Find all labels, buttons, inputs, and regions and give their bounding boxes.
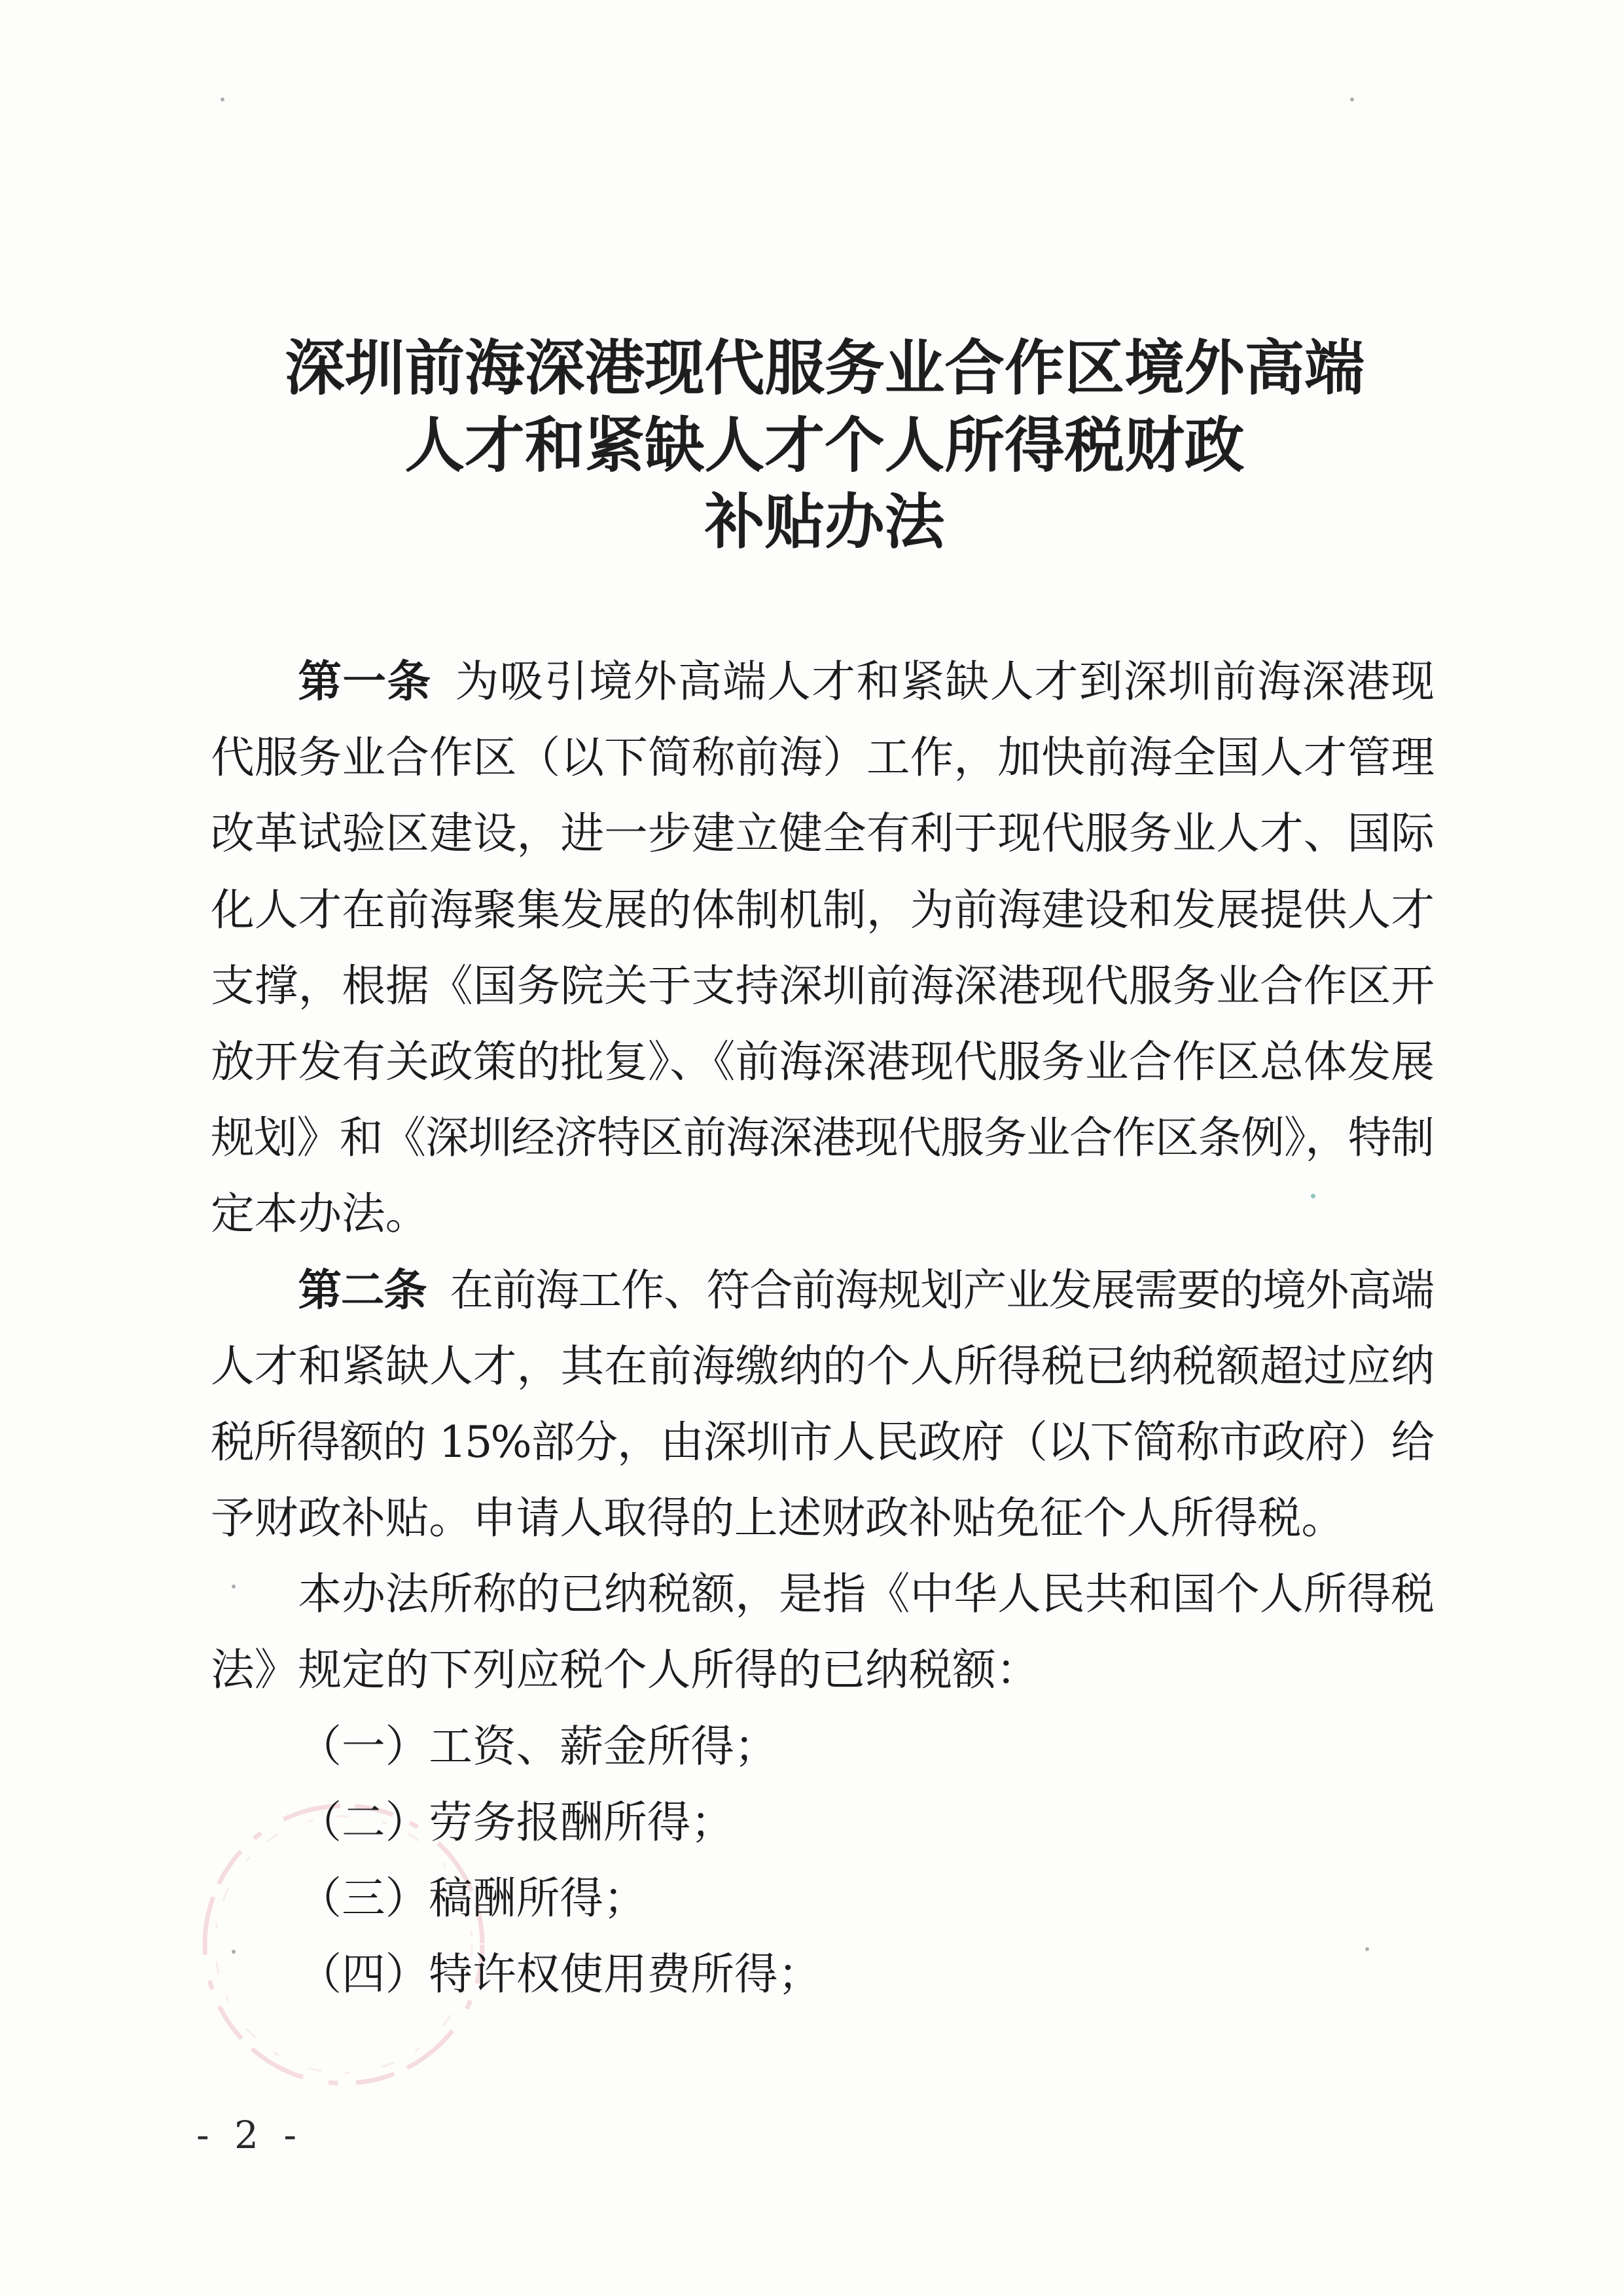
title-line: 人才和紧缺人才个人所得税财政 [404,409,1245,480]
body-line: 法》规定的下列应税个人所得的已纳税额： [211,1644,1040,1696]
scan-speck [221,98,224,101]
body-line: 化人才在前海聚集发展的体制机制，为前海建设和发展提供人才 [211,884,1433,935]
article-1 [211,643,1433,1252]
body-line [211,643,1433,719]
income-item-list [211,1708,1433,2013]
scan-speck [1350,98,1354,101]
paragraph-taxes-definition [211,1556,1433,1708]
body-line: 本办法所称的已纳税额，是指《中华人民共和国个人所得税 [298,1568,1433,1620]
body-line: 规划》和《深圳经济特区前海深港现代服务业合作区条例》，特制 [211,1112,1433,1164]
body-line: 定本办法。 [211,1188,429,1240]
income-item: （二）劳务报酬所得； [298,1796,734,1848]
body-line: 放开发有关政策的批复》、《前海深港现代服务业合作区总体发展 [211,1035,1433,1087]
page-number: - 2 - [196,2113,303,2157]
article-label: 第一条 [298,656,432,707]
body-text: 在前海工作、符合前海规划产业发展需要的境外高端 [450,1264,1433,1316]
title-line: 深圳前海深港现代服务业合作区境外高端 [285,332,1364,403]
income-item: （三）稿酬所得； [298,1873,647,1924]
title-line: 补贴办法 [704,486,945,557]
body-line: 人才和紧缺人才，其在前海缴纳的个人所得税已纳税额超过应纳 [211,1340,1433,1391]
document-body [211,643,1433,2012]
article-label: 第二条 [298,1264,427,1316]
body-text: 为吸引境外高端人才和紧缺人才到深圳前海深港现 [455,656,1433,707]
body-line [211,1252,1433,1328]
article-2 [211,1252,1433,1556]
body-line: 予财政补贴。申请人取得的上述财政补贴免征个人所得税。 [211,1492,1346,1544]
body-line: 支撑，根据《国务院关于支持深圳前海深港现代服务业合作区开 [211,960,1433,1011]
body-line: 代服务业合作区（以下简称前海）工作，加快前海全国人才管理 [211,732,1433,783]
body-line: 改革试验区建设，进一步建立健全有利于现代服务业人才、国际 [211,808,1433,859]
body-line: 税所得额的 15%部分，由深圳市人民政府（以下简称市政府）给 [211,1416,1433,1467]
income-item: （一）工资、薪金所得； [298,1720,778,1772]
document-title [211,330,1438,561]
income-item: （四）特许权使用费所得； [298,1948,822,2000]
